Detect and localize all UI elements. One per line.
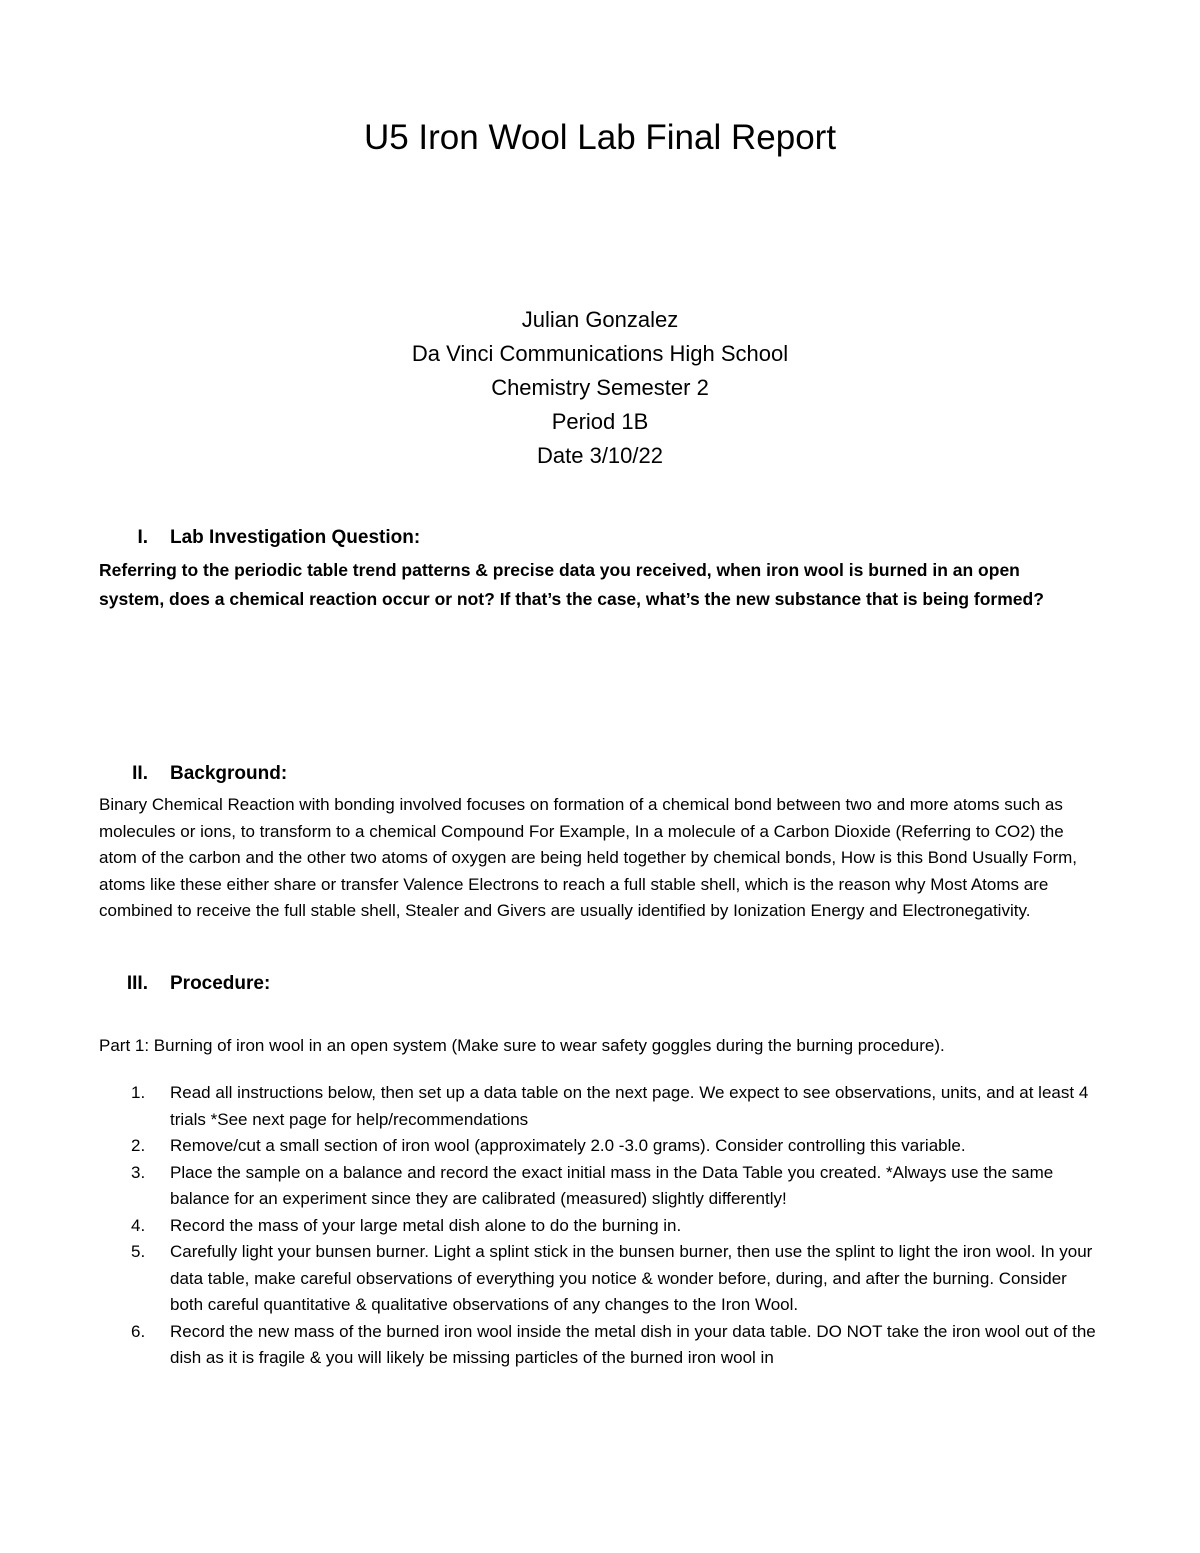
- author-name: Julian Gonzalez: [521, 307, 679, 332]
- section-title: Lab Investigation Question:: [170, 527, 421, 548]
- course-name: Chemistry Semester 2: [491, 375, 709, 400]
- report-title: U5 Iron Wool Lab Final Report: [363, 118, 837, 157]
- step-number: 2.: [131, 1136, 146, 1155]
- section-title: Background:: [170, 763, 288, 784]
- step-number: 1.: [131, 1083, 146, 1102]
- author-block: [0, 303, 1200, 473]
- procedure-step: [99, 1319, 1099, 1372]
- procedure-step: [99, 1133, 1099, 1160]
- background-paragraph: Binary Chemical Reaction with bonding involved focuses on formation of a chemical bond between two and more atoms such as molecules or ions, to transform to a chemical Compound For Example, In a molecule of a Carbon Dioxide (Referring to CO2) the atom of the carbon and the other two atoms of oxygen are being held together by chemical bonds, How is this Bond Usually Form, atoms like these either share or transfer Valence Electrons to reach a full stable shell, which is the reason why Most Atoms are combined to receive the full stable shell, Stealer and Givers are usually identified by Ionization Energy and Electronegativity.: [99, 795, 1078, 920]
- section-title: Procedure:: [170, 973, 271, 994]
- step-number: 4.: [131, 1215, 146, 1235]
- section-heading-question: [0, 524, 1200, 552]
- step-number: 6.: [131, 1321, 146, 1341]
- step-text: Place the sample on a balance and record the exact initial mass in the Data Table you created. *Always use the same balance for an experiment since they are calibrated (measured) slightly differently!: [170, 1162, 1054, 1208]
- school-name: Da Vinci Communications High School: [411, 341, 789, 366]
- step-text: Read all instructions below, then set up a data table on the next page. We expect to see observations, units, and at least 4 trials *See next page for help/recommendations: [170, 1083, 1089, 1129]
- step-text: Record the mass of your large metal dish alone to do the burning in.: [170, 1215, 682, 1235]
- section-heading-background: [0, 760, 1200, 788]
- procedure-part1-intro: Part 1: Burning of iron wool in an open system (Make sure to wear safety goggles during the burning procedure).: [99, 1036, 945, 1055]
- section-number: III.: [126, 973, 148, 994]
- procedure-step: [99, 1213, 1099, 1240]
- section-number: II.: [132, 763, 148, 784]
- section-heading-procedure: [0, 970, 1200, 998]
- procedure-steps-list: [99, 1080, 1099, 1372]
- step-number: 3.: [131, 1162, 146, 1182]
- class-period: Period 1B: [551, 409, 649, 434]
- step-text: Record the new mass of the burned iron wool inside the metal dish in your data table. DO NOT take the iron wool out of the dish as it is fragile & you will likely be missing particles of the burned iron wool in: [170, 1321, 1096, 1367]
- step-number: 5.: [131, 1242, 146, 1261]
- section-number: I.: [137, 527, 148, 548]
- procedure-step: [99, 1080, 1099, 1133]
- report-date: Date 3/10/22: [537, 443, 663, 468]
- investigation-question: Referring to the periodic table trend patterns & precise data you received, when iron wool is burned in an open system, does a chemical reaction occur or not? If that’s the case, what’s the new substance that is being formed?: [99, 560, 1044, 609]
- step-text: Carefully light your bunsen burner. Light a splint stick in the bunsen burner, then use the splint to light the iron wool. In your data table, make careful observations of everything you notice & wonder before, during, and after the burning. Consider both careful quantitative & qualitative observations of any changes to the Iron Wool.: [170, 1242, 1093, 1314]
- procedure-step: [99, 1239, 1099, 1319]
- step-text: Remove/cut a small section of iron wool (approximately 2.0 -3.0 grams). Consider controlling this variable.: [170, 1136, 966, 1155]
- procedure-step: [99, 1160, 1099, 1213]
